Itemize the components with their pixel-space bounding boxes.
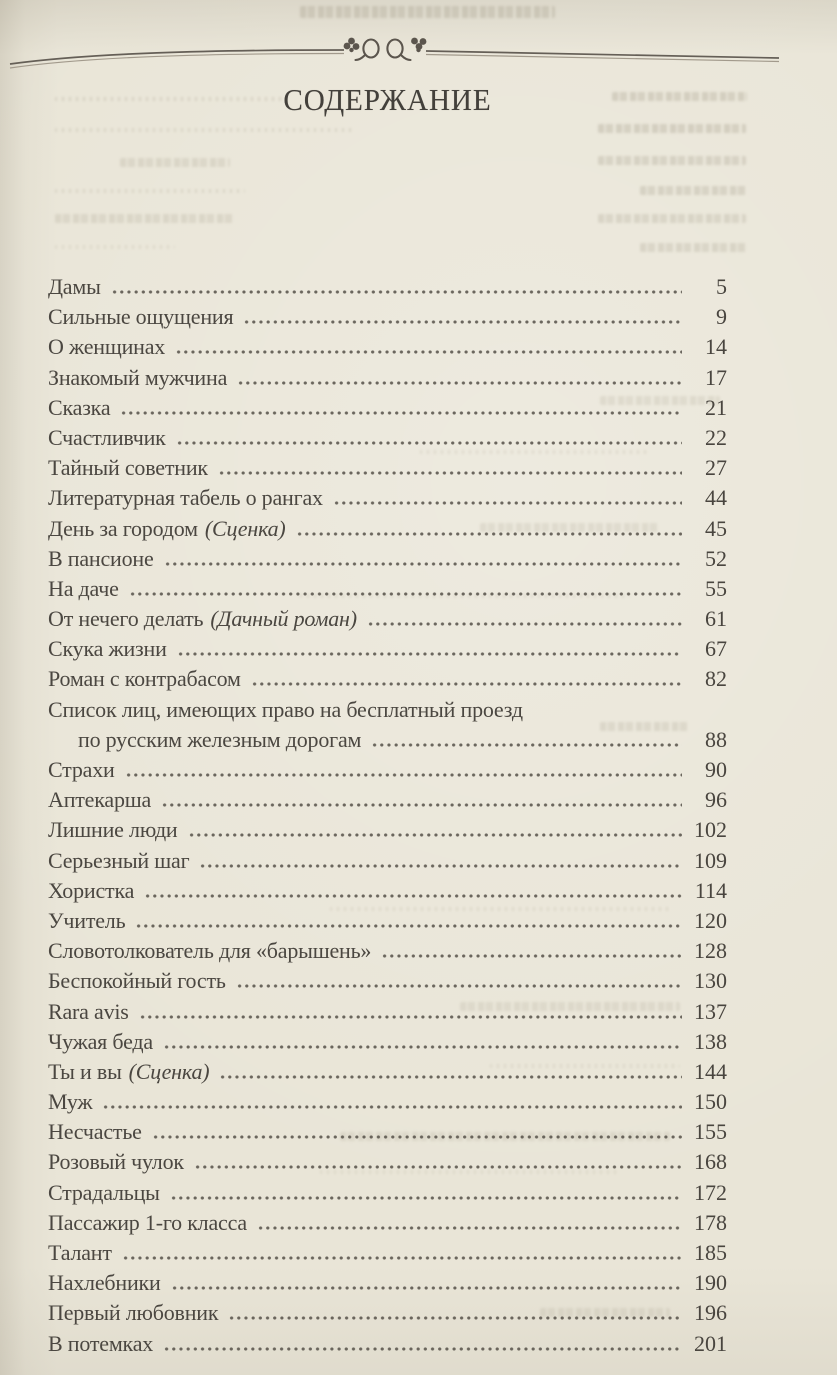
bleed-through-mark	[55, 128, 355, 132]
toc-entry-page: 201	[694, 1330, 727, 1356]
toc-entry-page: 82	[705, 666, 727, 692]
toc-entry-title: Чужая беда	[48, 1028, 153, 1054]
toc-entry-page: 128	[694, 938, 727, 964]
dot-leader	[532, 713, 682, 717]
toc-entry-page: 96	[705, 787, 727, 813]
toc-entry	[48, 606, 727, 636]
toc-entry-title: На даче	[48, 575, 119, 601]
toc-entry-title: Беспокойный гость	[48, 968, 226, 994]
toc-entry-title: Страхи	[48, 757, 115, 782]
toc-entry	[48, 1300, 727, 1330]
toc-entry-title: Хористка	[48, 877, 135, 903]
toc-entry	[48, 878, 727, 908]
dot-leader	[170, 1286, 682, 1290]
toc-entry-page: 137	[694, 998, 727, 1024]
dot-leader	[151, 1135, 682, 1139]
dot-leader	[128, 592, 682, 596]
dot-leader	[227, 1316, 682, 1320]
toc-entry-title: Скука жизни	[48, 636, 167, 662]
toc-entry-title: по русским железным дорогам	[78, 726, 362, 752]
toc-entry-page: 21	[705, 394, 727, 420]
toc-entry-title: Знакомый мужчина	[48, 364, 228, 390]
dot-leader	[236, 381, 682, 385]
toc-entry-title: Муж	[48, 1089, 93, 1115]
toc-entry-page: 109	[694, 847, 727, 873]
toc-entry-page: 172	[694, 1179, 727, 1205]
toc-entry-subtitle: (Сценка)	[204, 515, 286, 541]
dot-leader	[332, 501, 682, 505]
toc-entry-page: 138	[694, 1028, 727, 1054]
dot-leader	[160, 803, 682, 807]
toc-entry	[48, 334, 727, 364]
toc-entry	[48, 455, 727, 485]
toc-entry-page: 178	[694, 1209, 727, 1235]
toc-entry-title: Тайный советник	[48, 455, 208, 481]
toc-entry-title: Страдальцы	[48, 1179, 160, 1205]
dot-leader	[256, 1226, 682, 1230]
dot-leader	[198, 864, 682, 868]
toc-entry	[48, 727, 727, 757]
dot-leader	[217, 471, 682, 475]
toc-entry-title: День за городом	[48, 515, 198, 541]
toc-entry-page: 168	[694, 1149, 727, 1175]
toc-entry-title: Лишние люди	[48, 817, 178, 843]
toc-entry	[48, 1119, 727, 1149]
toc-entry	[48, 908, 727, 938]
toc-entry-title: Словотолкователь для «барышень»	[48, 938, 372, 964]
bleed-through-mark	[598, 124, 746, 133]
dot-leader	[138, 1015, 682, 1019]
toc-entry-page: 5	[716, 274, 727, 299]
toc-entry	[48, 274, 727, 304]
toc-entry-title: Сказка	[48, 394, 111, 420]
toc-entry	[48, 395, 727, 425]
toc-entry-page: 44	[705, 485, 727, 511]
toc-entry	[48, 1331, 727, 1361]
dot-leader	[174, 350, 682, 354]
dot-leader	[187, 833, 682, 837]
dot-leader	[162, 1347, 682, 1351]
dot-leader	[101, 1105, 682, 1109]
dot-leader	[295, 532, 682, 536]
toc-entry-page: 155	[694, 1119, 727, 1145]
dot-leader	[380, 954, 682, 958]
toc-entry-page: 22	[705, 424, 727, 450]
toc-entry	[48, 636, 727, 666]
toc-entry-page: 150	[694, 1089, 727, 1115]
dot-leader	[121, 1256, 682, 1260]
toc-entry-page: 14	[705, 334, 727, 360]
toc-entry	[48, 1240, 727, 1270]
dot-leader	[370, 743, 682, 747]
toc-entry-title: От нечего делать	[48, 606, 204, 632]
toc-list	[48, 274, 727, 1361]
toc-entry-title: Несчастье	[48, 1119, 142, 1145]
dot-leader	[218, 1075, 682, 1079]
dot-leader	[134, 924, 682, 928]
toc-entry	[48, 485, 727, 515]
toc-entry	[48, 938, 727, 968]
toc-entry	[48, 1180, 727, 1210]
toc-entry	[48, 1210, 727, 1240]
toc-entry-title: Нахлебники	[48, 1270, 161, 1296]
dot-leader	[124, 773, 682, 777]
dot-leader	[175, 441, 682, 445]
toc-entry	[48, 365, 727, 395]
bleed-through-mark	[55, 189, 245, 193]
toc-entry	[48, 576, 727, 606]
header-rule	[0, 0, 837, 80]
bleed-through-mark	[55, 214, 235, 223]
toc-entry	[48, 516, 727, 546]
toc-entry-subtitle: (Сценка)	[128, 1058, 210, 1084]
toc-entry	[48, 1149, 727, 1179]
dot-leader	[169, 1196, 682, 1200]
toc-entry	[48, 1029, 727, 1059]
toc-entry-page: 102	[694, 817, 727, 843]
toc-entry-title: Счастливчик	[48, 424, 166, 450]
toc-entry-title: В потемках	[48, 1330, 154, 1356]
toc-entry-title: Rara avis	[48, 998, 129, 1024]
toc-entry-title: В пансионе	[48, 545, 154, 571]
toc-entry-page: 17	[705, 364, 727, 390]
toc-entry-title: Сильные ощущения	[48, 304, 234, 330]
toc-entry	[48, 999, 727, 1029]
dot-leader	[193, 1165, 682, 1169]
bleed-through-mark	[55, 245, 175, 249]
toc-entry-page: 120	[694, 907, 727, 933]
dot-leader	[162, 1045, 682, 1049]
bleed-through-mark	[640, 243, 746, 252]
bleed-through-mark	[640, 186, 746, 195]
toc-entry-title: Аптекарша	[48, 787, 152, 813]
dot-leader	[143, 894, 682, 898]
dot-leader	[163, 562, 682, 566]
toc-entry	[48, 787, 727, 817]
toc-entry-title: Роман с контрабасом	[48, 666, 241, 692]
dot-leader	[235, 984, 682, 988]
toc-entry-title: Талант	[48, 1240, 112, 1265]
toc-entry-title: Учитель	[48, 907, 126, 933]
toc-entry	[48, 666, 727, 696]
toc-entry-title: Розовый чулок	[48, 1149, 184, 1175]
toc-entry-page: 61	[705, 606, 727, 632]
toc-entry-page: 88	[705, 726, 727, 752]
toc-entry	[48, 817, 727, 847]
fleuron-ornament	[344, 38, 427, 60]
dot-leader	[110, 290, 682, 294]
toc-entry-title: Пассажир 1-го класса	[48, 1209, 247, 1235]
toc-entry-page: 190	[694, 1270, 727, 1296]
toc-entry-title: Первый любовник	[48, 1300, 219, 1326]
toc-entry-subtitle: (Дачный роман)	[210, 606, 357, 632]
toc-entry-page: 130	[694, 968, 727, 994]
toc-entry	[48, 304, 727, 334]
toc-entry	[48, 425, 727, 455]
page-title: СОДЕРЖАНИЕ	[283, 82, 492, 117]
toc-entry	[48, 757, 727, 787]
toc-entry-page: 9	[716, 304, 727, 330]
bleed-through-mark	[120, 158, 230, 167]
dot-leader	[242, 320, 682, 324]
toc-entry-title: Серьезный шаг	[48, 847, 190, 873]
toc-entry-title: Литературная табель о рангах	[48, 485, 323, 511]
toc-entry-title: О женщинах	[48, 334, 166, 360]
dot-leader	[119, 411, 682, 415]
toc-entry-page: 52	[705, 545, 727, 571]
toc-entry	[48, 968, 727, 998]
toc-entry-page: 196	[694, 1300, 727, 1326]
dot-leader	[250, 682, 682, 686]
dot-leader	[176, 652, 682, 656]
bleed-through-mark	[598, 214, 746, 223]
toc-entry-page: 185	[694, 1240, 727, 1265]
toc-entry	[48, 697, 727, 727]
toc-entry-page: 27	[705, 455, 727, 481]
toc-entry	[48, 1059, 727, 1089]
toc-entry-page: 67	[705, 636, 727, 662]
toc-entry	[48, 1270, 727, 1300]
toc-entry	[48, 1089, 727, 1119]
toc-entry-page: 144	[694, 1058, 727, 1084]
dot-leader	[366, 622, 682, 626]
toc-entry-page: 55	[705, 575, 727, 601]
toc-entry	[48, 546, 727, 576]
toc-entry-title: Дамы	[48, 274, 101, 299]
toc-entry-title: Список лиц, имеющих право на бесплатный проезд	[48, 696, 523, 722]
toc-entry-page: 90	[705, 757, 727, 782]
toc-entry-page: 45	[705, 515, 727, 541]
bleed-through-mark	[598, 156, 746, 165]
toc-entry	[48, 848, 727, 878]
toc-entry-title: Ты и вы	[48, 1058, 122, 1084]
toc-entry-page: 114	[694, 877, 727, 903]
